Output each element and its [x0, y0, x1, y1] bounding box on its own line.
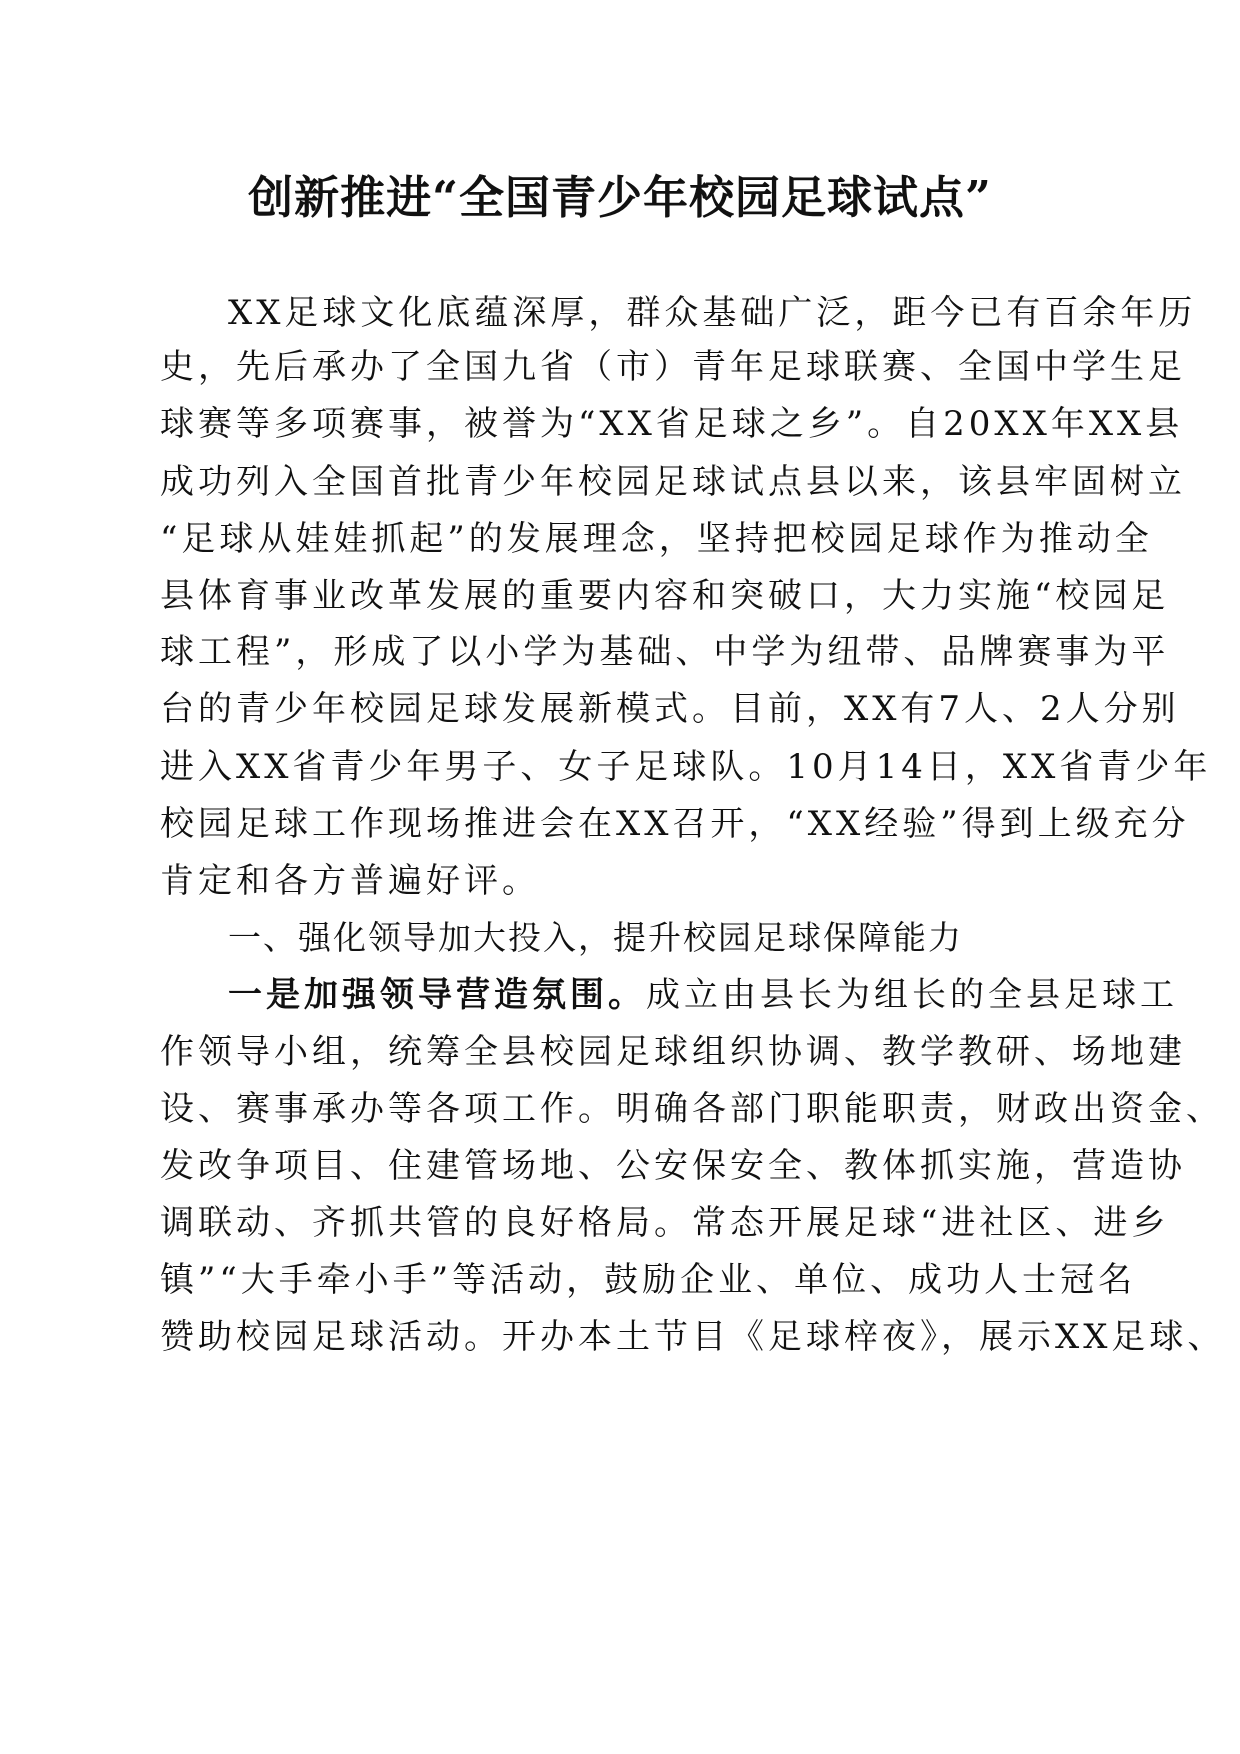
paragraph-line: 调联动、齐抓共管的良好格局。常态开展足球“进社区、进乡 [160, 1203, 1170, 1243]
paragraph-line: 赞助校园足球活动。开办本土节目《足球梓夜》，展示XX足球、 [160, 1317, 1226, 1357]
paragraph-line: 设、赛事承办等各项工作。明确各部门职能职责，财政出资金、 [160, 1089, 1224, 1129]
paragraph-line [228, 972, 1178, 1018]
paragraph-lead: 一是加强领导营造氛围。 [228, 975, 646, 1015]
paragraph-line: XX足球文化底蕴深厚，群众基础广泛，距今已有百余年历 [228, 293, 1197, 333]
paragraph-line: 作领导小组，统筹全县校园足球组织协调、教学教研、场地建 [160, 1032, 1186, 1072]
paragraph-line: 县体育事业改革发展的重要内容和突破口，大力实施“校园足 [160, 576, 1170, 616]
paragraph-line: 史，先后承办了全国九省（市）青年足球联赛、全国中学生足 [160, 347, 1186, 387]
document-title: 创新推进“全国青少年校园足球试点” [248, 171, 992, 224]
paragraph-line: 进入XX省青少年男子、女子足球队。10月14日，XX省青少年 [160, 747, 1212, 787]
section-heading: 一、强化领导加大投入，提升校园足球保障能力 [228, 918, 963, 957]
paragraph-line: 球工程”，形成了以小学为基础、中学为纽带、品牌赛事为平 [160, 632, 1170, 672]
paragraph-line: “足球从娃娃抓起”的发展理念，坚持把校园足球作为推动全 [160, 519, 1153, 559]
paragraph-line: 肯定和各方普遍好评。 [160, 861, 540, 901]
paragraph-line: 发改争项目、住建管场地、公安保安全、教体抓实施，营造协 [160, 1146, 1186, 1186]
paragraph-line: 镇”“大手牵小手”等活动，鼓励企业、单位、成功人士冠名 [160, 1260, 1137, 1300]
paragraph-line: 球赛等多项赛事，被誉为“XX省足球之乡”。自20XX年XX县 [160, 404, 1184, 444]
paragraph-line: 成功列入全国首批青少年校园足球试点县以来，该县牢固树立 [160, 462, 1186, 502]
paragraph-line: 校园足球工作现场推进会在XX召开，“XX经验”得到上级充分 [160, 804, 1190, 844]
paragraph-text: 成立由县长为组长的全县足球工 [646, 975, 1178, 1015]
paragraph-line: 台的青少年校园足球发展新模式。目前，XX有7人、2人分别 [160, 689, 1180, 729]
